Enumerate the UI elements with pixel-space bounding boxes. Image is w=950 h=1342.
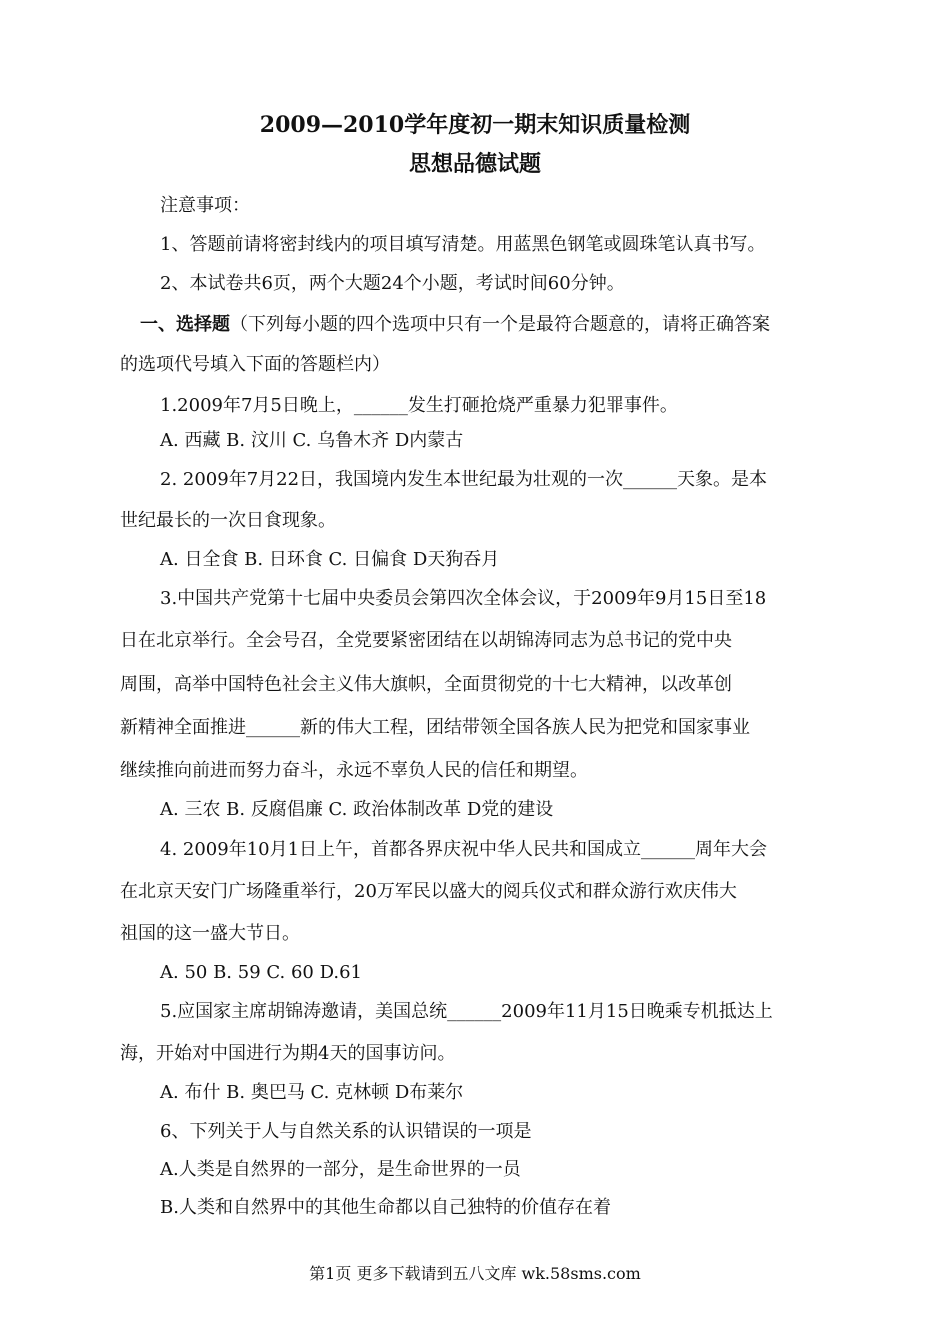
page-footer: 第1页 更多下载请到五八文库 wk.58sms.com [309, 1264, 641, 1283]
question-3-stem-line2: 日在北京举行。全会号召，全党要紧密团结在以胡锦涛同志为总书记的党中央 [120, 630, 732, 651]
question-5-stem-line1: 5.应国家主席胡锦涛邀请，美国总统______2009年11月15日晚乘专机抵达上 [160, 1001, 773, 1022]
question-3-stem-line1: 3.中国共产党第十七届中央委员会第四次全体会议，于2009年9月15日至18 [160, 588, 767, 609]
section-instruction: （下列每小题的四个选项中只有一个是最符合题意的，请将正确答案 [230, 314, 770, 335]
question-6-stem: 6、下列关于人与自然关系的认识错误的一项是 [160, 1121, 532, 1142]
notice-item-2: 2、本试卷共6页，两个大题24个小题，考试时间60分钟。 [160, 273, 625, 294]
question-5-options: A. 布什 B. 奥巴马 C. 克林顿 D布莱尔 [160, 1082, 464, 1103]
question-2-stem-line1: 2. 2009年7月22日，我国境内发生本世纪最为壮观的一次______天象。是本 [160, 469, 768, 490]
section-heading: 一、选择题 [140, 314, 230, 335]
section-instruction-line1 [140, 313, 770, 337]
question-6-option-a: A.人类是自然界的一部分，是生命世界的一员 [160, 1159, 521, 1180]
question-3-stem-line4: 新精神全面推进______新的伟大工程，团结带领全国各族人民为把党和国家事业 [120, 717, 750, 738]
question-1-stem: 1.2009年7月5日晚上，______发生打砸抢烧严重暴力犯罪事件。 [160, 395, 678, 416]
question-2-stem-line2: 世纪最长的一次日食现象。 [120, 510, 336, 531]
question-1-options: A. 西藏 B. 汶川 C. 乌鲁木齐 D内蒙古 [160, 430, 464, 451]
question-3-options: A. 三农 B. 反腐倡廉 C. 政治体制改革 D党的建设 [160, 799, 554, 820]
section-instruction-line2: 的选项代号填入下面的答题栏内） [120, 354, 390, 375]
notice-item-1: 1、答题前请将密封线内的项目填写清楚。用蓝黑色钢笔或圆珠笔认真书写。 [160, 234, 766, 255]
question-2-options: A. 日全食 B. 日环食 C. 日偏食 D天狗吞月 [160, 549, 500, 570]
notice-heading: 注意事项： [160, 195, 250, 216]
page-title: 2009—2010学年度初一期末知识质量检测 [259, 112, 691, 138]
question-4-stem-line3: 祖国的这一盛大节日。 [120, 923, 300, 944]
page-subtitle: 思想品德试题 [408, 151, 541, 177]
question-4-stem-line1: 4. 2009年10月1日上午，首都各界庆祝中华人民共和国成立______周年大会 [160, 839, 768, 860]
question-6-option-b: B.人类和自然界中的其他生命都以自己独特的价值存在着 [160, 1197, 611, 1218]
question-3-stem-line5: 继续推向前进而努力奋斗，永远不辜负人民的信任和期望。 [120, 760, 588, 781]
question-4-options: A. 50 B. 59 C. 60 D.61 [160, 962, 362, 983]
question-3-stem-line3: 周围，高举中国特色社会主义伟大旗帜，全面贯彻党的十七大精神，以改革创 [120, 674, 732, 695]
question-5-stem-line2: 海，开始对中国进行为期4天的国事访问。 [120, 1043, 456, 1064]
question-4-stem-line2: 在北京天安门广场隆重举行，20万军民以盛大的阅兵仪式和群众游行欢庆伟大 [120, 881, 737, 902]
